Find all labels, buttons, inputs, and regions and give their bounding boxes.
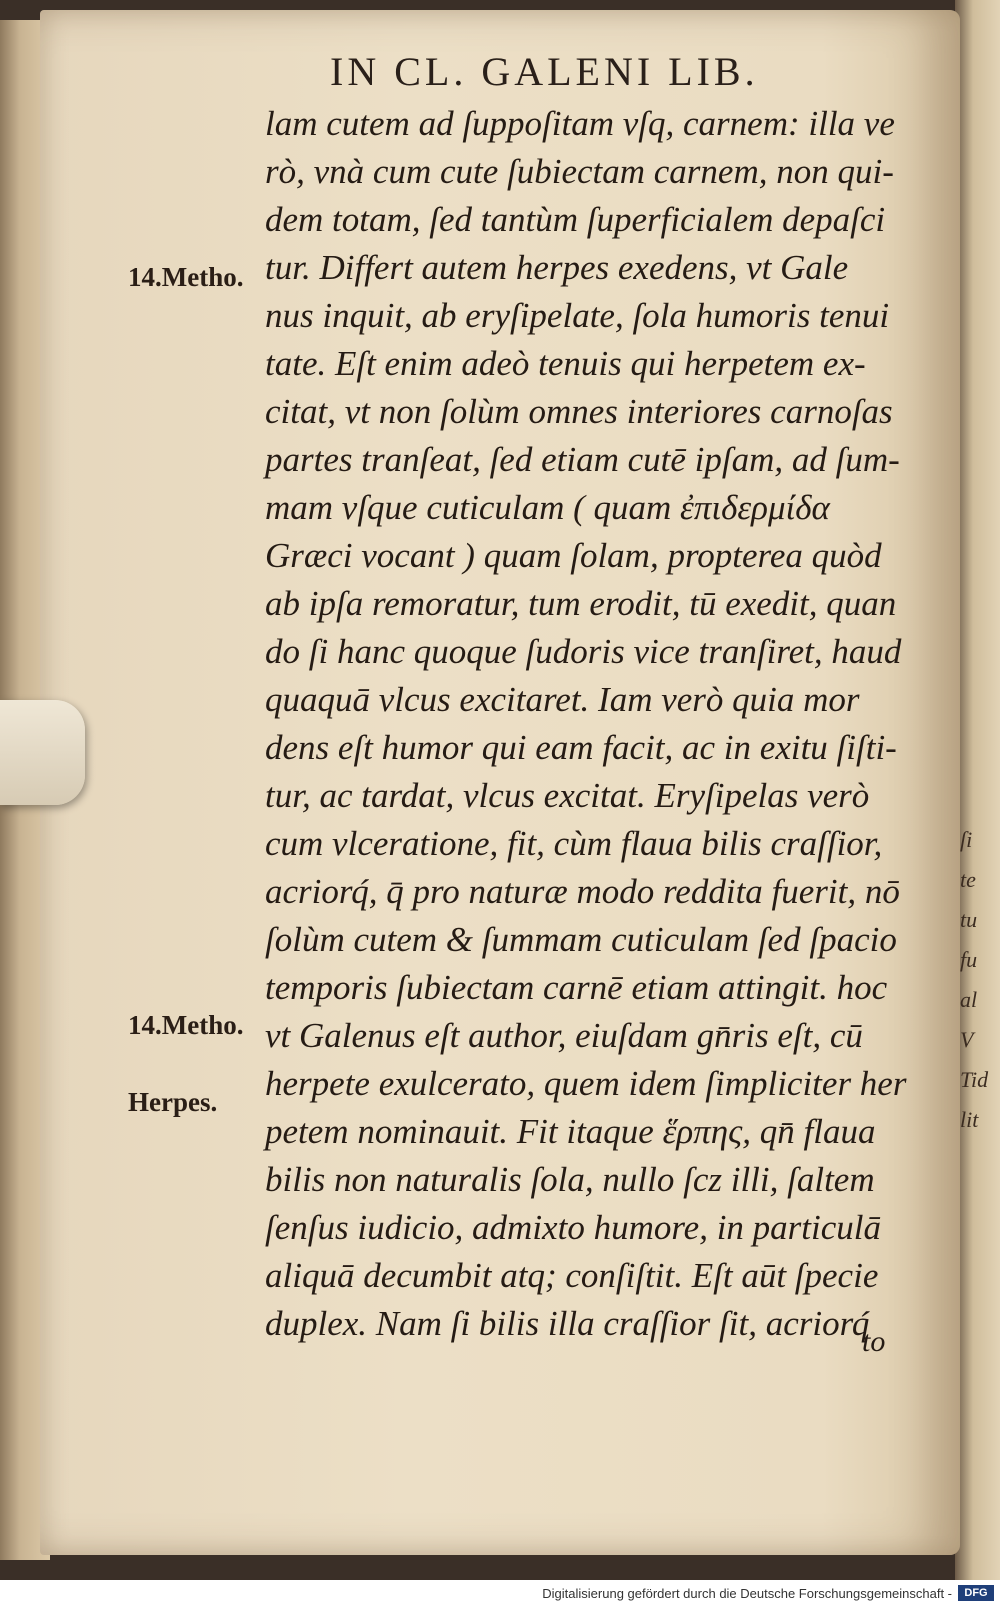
text-line: Græci vocant ) quam ſolam, propterea quòd: [265, 536, 882, 575]
fragment-glyph: te: [960, 867, 976, 892]
bookmark-tab: [0, 700, 85, 805]
margin-note-metho-1: 14.Metho.: [128, 262, 244, 292]
body-text: [265, 100, 915, 1348]
margin-note-herpes: Herpes.: [128, 1087, 218, 1117]
text-line: ab ipſa remoratur, tum erodit, tū exedit, quan: [265, 584, 897, 623]
text-line: tate. Eſt enim adeò tenuis qui herpetem ex-: [265, 344, 866, 383]
text-line: quaquā vlcus excitaret. Iam verò quia mor: [265, 680, 860, 719]
fragment-glyph: tu: [960, 907, 978, 932]
text-line: partes tranſeat, ſed etiam cutē ipſam, ad ſum-: [265, 440, 900, 479]
text-line: ſenſus iudicio, admixto humore, in particulā: [265, 1208, 882, 1247]
fragment-glyph: V: [960, 1027, 974, 1052]
facing-page-edge: [955, 0, 1000, 1580]
text-line: bilis non naturalis ſola, nullo ſcz illi, ſaltem: [265, 1160, 875, 1199]
text-line: dem totam, ſed tantùm ſuperficialem depaſci: [265, 200, 886, 239]
text-line: cum vlceratione, fit, cùm flaua bilis craſſior,: [265, 824, 883, 863]
running-head: IN CL. GALENI LIB.: [330, 49, 759, 94]
facing-page-text-fragment: [960, 820, 1000, 1300]
dfg-logo: DFG: [958, 1585, 994, 1601]
text-line: rò, vnà cum cute ſubiectam carnem, non qui-: [265, 152, 894, 191]
text-line: citat, vt non ſolùm omnes interiores carnoſas: [265, 392, 893, 431]
text-line: do ſi hanc quoque ſudoris vice tranſiret, haud: [265, 632, 902, 671]
fragment-glyph: al: [960, 987, 978, 1012]
text-line: lam cutem ad ſuppoſitam vſq, carnem: illa ve: [265, 104, 895, 143]
footer-bar: [0, 1580, 1000, 1607]
text-line: ſolùm cutem & ſummam cuticulam ſed ſpacio: [265, 920, 897, 959]
text-line: aliquā decumbit atq; conſiſtit. Eſt aūt ſpecie: [265, 1256, 879, 1295]
text-line: acriorq́, q̄ pro naturæ modo reddita fuerit, nō: [265, 872, 900, 911]
text-line: vt Galenus eſt author, eiuſdam gn̄ris eſt, cū: [265, 1016, 863, 1055]
fragment-glyph: Tid: [960, 1067, 989, 1092]
text-line: temporis ſubiectam carnē etiam attingit. hoc: [265, 968, 888, 1007]
margin-note-metho-2: 14.Metho.: [128, 1010, 244, 1040]
text-line: duplex. Nam ſi bilis illa craſſior ſit, acriorq́: [265, 1304, 870, 1343]
text-line: mam vſque cuticulam ( quam ἐπιδερμίδα: [265, 488, 830, 527]
catchword: to: [862, 1325, 886, 1358]
footer-credit: Digitalisierung gefördert durch die Deutsche Forschungsgemeinschaft -: [542, 1586, 952, 1601]
fragment-glyph: fu: [960, 947, 978, 972]
fragment-glyph: lit: [960, 1107, 979, 1132]
text-line: herpete exulcerato, quem idem ſimpliciter her: [265, 1064, 907, 1103]
text-line: tur. Differt autem herpes exedens, vt Gale: [265, 248, 849, 287]
text-line: tur, ac tardat, vlcus excitat. Eryſipelas verò: [265, 776, 870, 815]
text-line: nus inquit, ab eryſipelate, ſola humoris tenui: [265, 296, 890, 335]
fragment-glyph: ſi: [960, 827, 973, 852]
text-line: dens eſt humor qui eam facit, ac in exitu ſiſti-: [265, 728, 897, 767]
text-line: petem nominauit. Fit itaque ἕρπης, qn̄ flaua: [265, 1112, 876, 1151]
